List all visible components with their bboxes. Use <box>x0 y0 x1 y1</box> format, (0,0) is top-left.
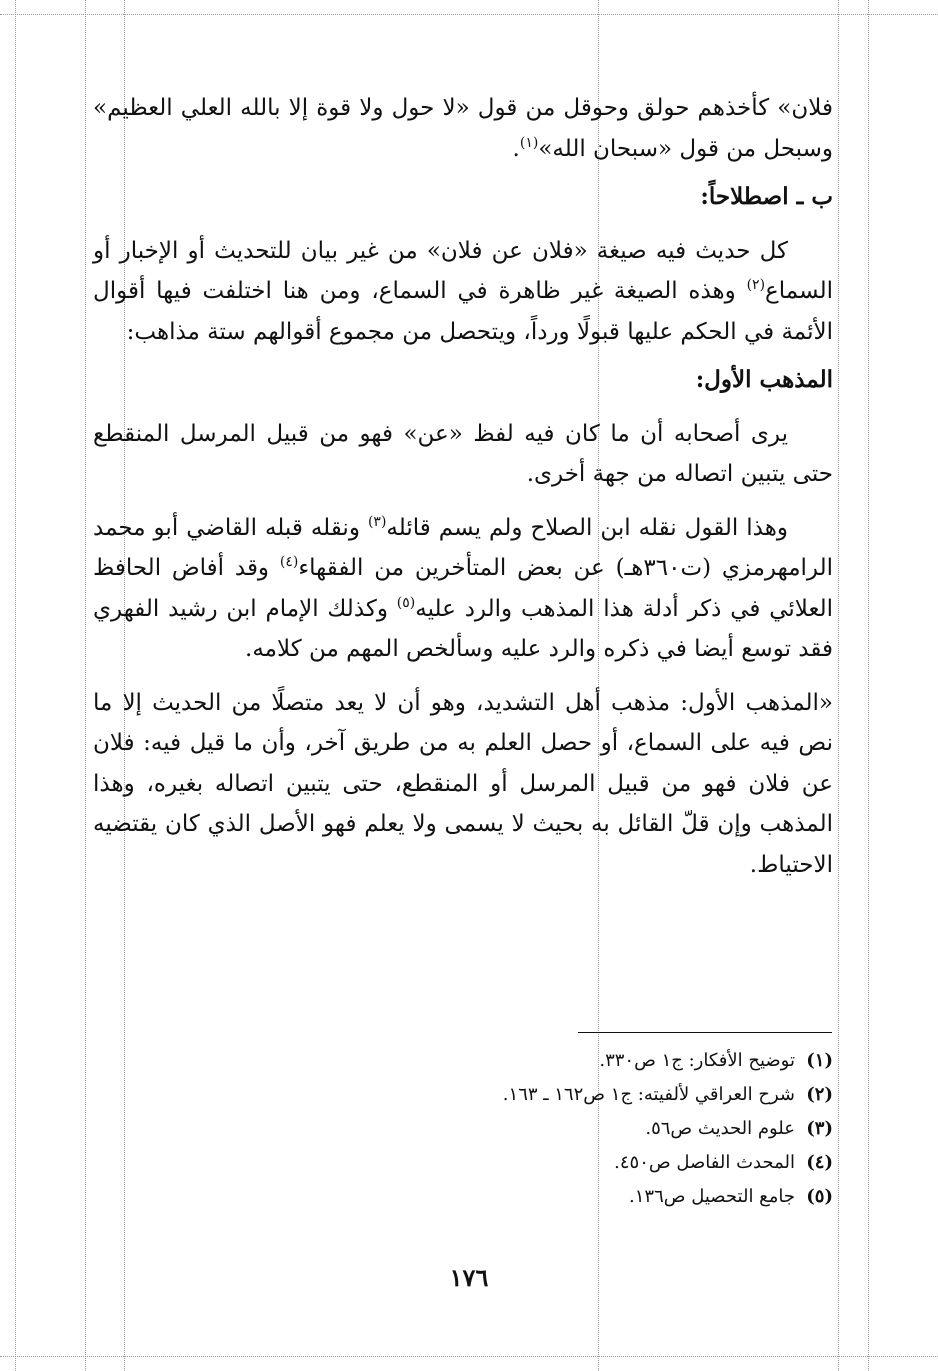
paragraph-4-text-a: وهذا القول نقله ابن الصلاح ولم يسم قائله <box>386 514 788 541</box>
paragraph-2 <box>93 231 833 353</box>
paragraph-1 <box>93 88 833 169</box>
footnote-ref-2: (٢) <box>746 277 766 293</box>
footnote-5 <box>93 1180 833 1214</box>
footnote-2 <box>93 1078 833 1112</box>
footnote-ref-1: (١) <box>519 134 539 151</box>
footnote-ref-3: (٣) <box>367 513 387 530</box>
footnote-text: شرح العراقي لألفيته: ج١ ص١٦٢ ـ ١٦٣. <box>502 1084 795 1105</box>
paragraph-4 <box>93 508 833 670</box>
paragraph-3: يرى أصحابه أن ما كان فيه لفظ «عن» فهو من قبيل المرسل المنقطع حتى يتبين اتصاله من جهة أخرى. <box>93 420 833 487</box>
paragraph-2-text-b: وهذه الصيغة غير ظاهرة في السماع، ومن هنا اختلفت فيها أقوال الأئمة في الحكم عليها قبولًا ورداً، ويتحصل من مجموع أقوالهم ستة مذاهب: <box>93 278 833 345</box>
paragraph-2-text-a: كل حديث فيه صيغة «فلان عن فلان» من غير بيان للتحديث أو الإخبار أو السماع <box>93 237 833 304</box>
paragraph-4-text-b: ونقله قبله القاضي أبو محمد الرامهرمزي (ت٣٦٠هـ) عن بعض المتأخرين من الفقهاء <box>93 514 834 581</box>
footnote-text: علوم الحديث ص٥٦. <box>645 1118 795 1139</box>
footnote-number: (٤) <box>806 1152 833 1173</box>
footnote-ref-5: (٥) <box>396 594 416 611</box>
paragraph-4-text-c: وقد أفاض الحافظ العلائي في ذكر أدلة هذا المذهب والرد عليه <box>93 555 834 622</box>
page-number: ١٧٦ <box>449 1263 489 1292</box>
footnote-text: توضيح الأفكار: ج١ ص٣٣٠. <box>599 1050 795 1071</box>
footnote-number: (١) <box>806 1050 833 1071</box>
scan-guide-line <box>868 0 869 1371</box>
footnote-number: (٢) <box>806 1084 833 1105</box>
footnote-number: (٥) <box>806 1186 833 1207</box>
heading-first-school: المذهب الأول: <box>695 366 833 393</box>
footnote-1 <box>93 1044 833 1078</box>
footnote-4 <box>93 1146 833 1180</box>
footnote-text: جامع التحصيل ص١٣٦. <box>629 1186 795 1207</box>
scan-guide-line <box>85 0 86 1371</box>
scan-guide-line <box>0 14 938 15</box>
paragraph-5-quote: «المذهب الأول: مذهب أهل التشديد، وهو أن لا يعد متصلًا من الحديث إلا ما نص فيه على السماع، أو حصل العلم به من طريق آخر، وأن ما قيل فيه: فلان عن فلان فهو من قبيل المرسل أو المنقطع، حتى يتبين اتصاله بغيره، وهذا المذهب وإن قلّ القائل به بحيث لا يسمى ولا يعلم فهو الأصل الذي كان يقتضيه الاحتياط. <box>93 689 833 878</box>
footnote-number: (٣) <box>806 1118 833 1139</box>
heading-istilahan: ب ـ اصطلاحاً: <box>700 183 833 210</box>
paragraph-4-text-d: وكذلك الإمام ابن رشيد الفهري فقد توسع أيضا في ذكره والرد عليه وسألخص المهم من كلامه. <box>93 595 833 662</box>
footnote-separator <box>578 1032 832 1033</box>
scan-guide-line <box>838 0 839 1371</box>
paragraph-1-end: . <box>512 135 520 162</box>
scan-guide-line <box>0 1356 938 1357</box>
paragraph-1-text: فلان» كأخذهم حولق وحوقل من قول «لا حول ولا قوة إلا بالله العلي العظيم» وسبحل من قول «سبحان الله» <box>93 95 833 162</box>
main-text <box>93 88 833 885</box>
footnote-ref-4: (٤) <box>279 554 299 570</box>
footnotes <box>93 1044 833 1214</box>
scan-guide-line <box>15 0 16 1371</box>
footnote-text: المحدث الفاصل ص٤٥٠. <box>614 1152 795 1173</box>
footnote-3 <box>93 1112 833 1146</box>
